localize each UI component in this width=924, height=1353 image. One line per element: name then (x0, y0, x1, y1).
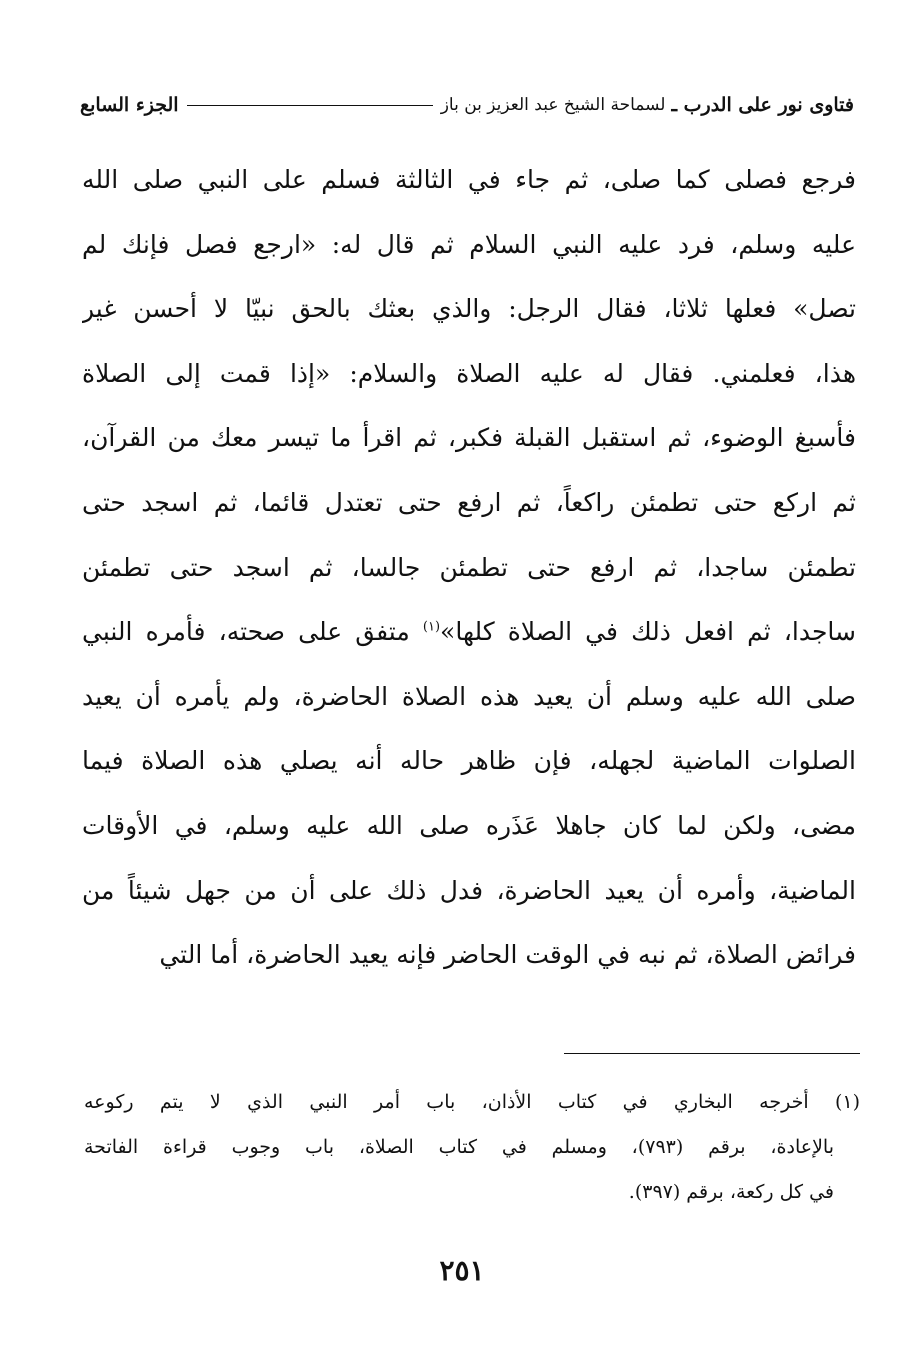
author-name: لسماحة الشيخ عبد العزيز بن باز (440, 95, 666, 115)
page-number: ٢٥١ (439, 1254, 485, 1287)
text-line: هذا، فعلمني. فقال له عليه الصلاة والسلام: «إذا قمت إلى الصلاة (82, 358, 856, 388)
text-line: الصلوات الماضية لجهله، فإن ظاهر حاله أنه يصلي هذه الصلاة فيما (82, 746, 856, 776)
text-line: تصل» فعلها ثلاثا، فقال الرجل: والذي بعثك بالحق نبيّا لا أحسن غير (82, 294, 856, 324)
footnote-line: بالإعادة، برقم (٧٩٣)، ومسلم في كتاب الصلاة، باب وجوب قراءة الفاتحة (84, 1136, 835, 1158)
text-line: الماضية، وأمره أن يعيد الحاضرة، فدل ذلك على أن من جهل شيئاً من (82, 875, 856, 905)
book-title: فتاوى نور على الدرب ـ (671, 94, 854, 116)
footnote-line: (١) أخرجه البخاري في كتاب الأذان، باب أمر النبي الذي لا يتم ركوعه (84, 1091, 860, 1113)
text-line-with-footnote-ref (82, 600, 856, 665)
text-line: ثم اركع حتى تطمئن راكعاً، ثم ارفع حتى تعتدل قائما، ثم اسجد حتى (82, 487, 856, 517)
text-line: عليه وسلم، فرد عليه النبي السلام ثم قال له: «ارجع فصل فإنك لم (82, 229, 856, 259)
text-segment: متفق على صحته، فأمره النبي (82, 617, 423, 647)
text-line: مضى، ولكن لما كان جاهلا عَذَره صلى الله عليه وسلم، في الأوقات (82, 810, 856, 840)
main-text (82, 148, 856, 988)
text-segment: ساجدا، ثم افعل ذلك في الصلاة كلها» (440, 617, 856, 647)
text-line: فأسبغ الوضوء، ثم استقبل القبلة فكبر، ثم اقرأ ما تيسر معك من القرآن، (82, 423, 856, 453)
text-line: تطمئن ساجدا، ثم ارفع حتى تطمئن جالسا، ثم اسجد حتى تطمئن (82, 552, 856, 582)
text-line: فرائض الصلاة، ثم نبه في الوقت الحاضر فإنه يعيد الحاضرة، أما التي (159, 940, 856, 970)
footnote-separator (564, 1053, 860, 1054)
header-rule (187, 105, 433, 106)
footnote-reference: (١) (422, 619, 441, 635)
running-header (80, 88, 854, 122)
text-line: فرجع فصلى كما صلى، ثم جاء في الثالثة فسلم على النبي صلى الله (82, 165, 856, 194)
footnotes (84, 1080, 860, 1215)
volume-label: الجزء السابع (80, 94, 179, 116)
text-line: صلى الله عليه وسلم أن يعيد هذه الصلاة الحاضرة، ولم يأمره أن يعيد (82, 681, 856, 711)
footnote-line: في كل ركعة، برقم (٣٩٧). (628, 1181, 834, 1203)
